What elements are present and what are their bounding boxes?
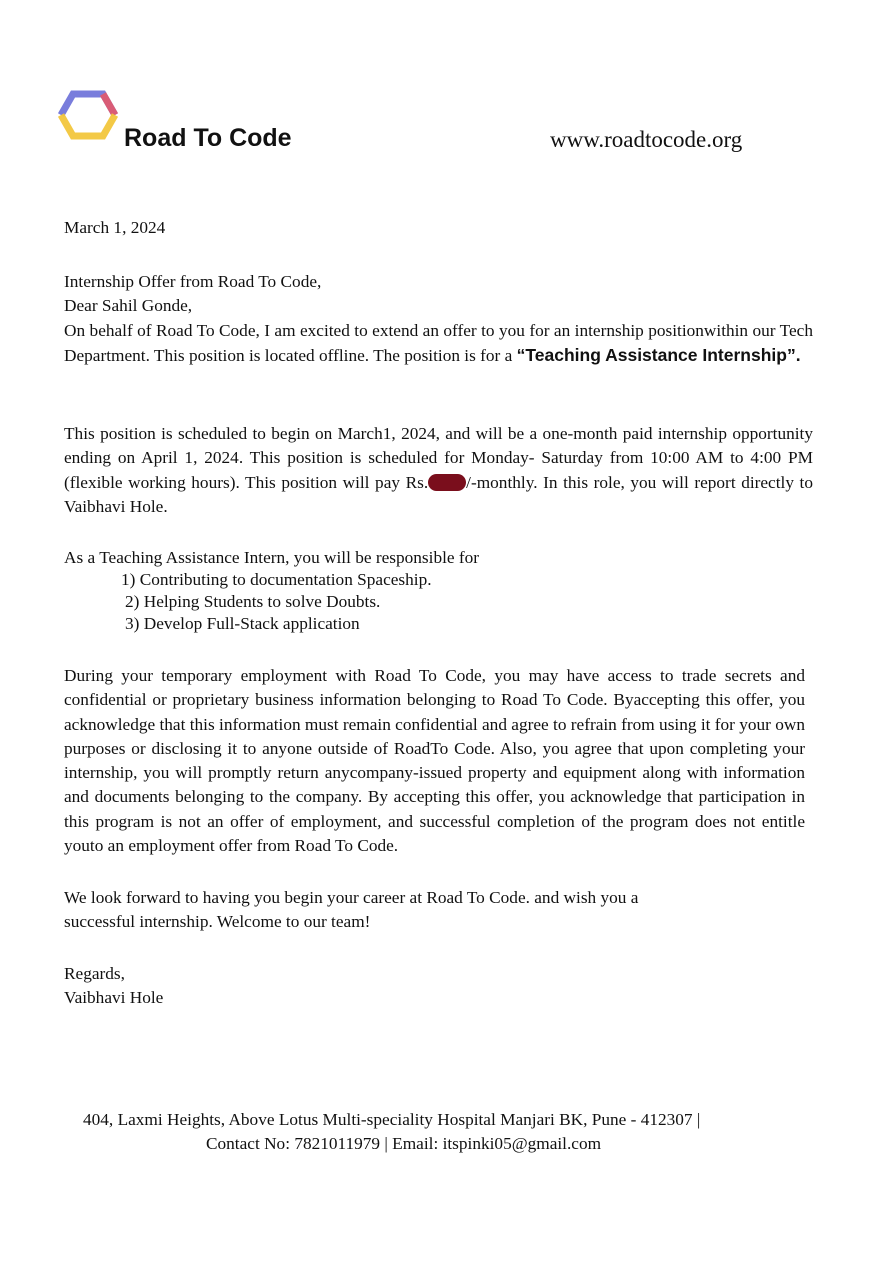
- footer-address: 404, Laxmi Heights, Above Lotus Multi-speciality Hospital Manjari BK, Pune - 412307 |: [83, 1110, 701, 1129]
- signoff: [64, 962, 813, 1011]
- brand-name: Road To Code: [124, 124, 292, 152]
- responsibilities-intro: As a Teaching Assistance Intern, you will be responsible for: [64, 548, 480, 567]
- schedule-text-start: This position is scheduled to begin on March1, 2024, and will be a one-month paid internship opportunity ending on April 1, 2024. This position is scheduled for Monday- Saturday from 10:00 AM to 4:00 PM (flexible working hours). This position will pay Rs.: [64, 424, 813, 492]
- signatory-name: Vaibhavi Hole: [64, 988, 164, 1008]
- redacted-amount: [428, 474, 466, 491]
- list-item: 3) Develop Full-Stack application: [125, 614, 360, 633]
- footer: [0, 1108, 879, 1156]
- list-item: 2) Helping Students to solve Doubts.: [125, 592, 381, 611]
- footer-contact: Contact No: 7821011979 | Email: itspinki05@gmail.com: [206, 1134, 602, 1153]
- letter-date: March 1, 2024: [64, 218, 166, 237]
- letter-subject: Internship Offer from Road To Code,: [64, 272, 322, 291]
- closing-paragraph: [64, 886, 813, 935]
- schedule-text-end: /-monthly. In this role, you will report directly to Vaibhavi Hole.: [64, 472, 813, 516]
- confidentiality-paragraph: During your temporary employment with Road To Code, you may have access to trade secrets and confidential or proprietary business information belonging to Road To Code. Byaccepting this offer, you acknowledge that this information must remain confidential and agree to refrain from using it for your own purposes or disclosing it to anyone outside of RoadTo Code. Also, you agree that upon completing your internship, you will promptly return anycompany-issued property and equipment along with information and documents belonging to the company. By accepting this offer, you acknowledge that participation in this program is not an offer of employment, and successful completion of the program does not entitle youto an employment offer from Road To Code.: [64, 666, 805, 856]
- responsibilities-list: [64, 569, 813, 635]
- letter-salutation: Dear Sahil Gonde,: [64, 296, 193, 316]
- list-item: 1) Contributing to documentation Spaceship.: [121, 570, 432, 589]
- responsibilities-section: [64, 547, 813, 635]
- intro-text: On behalf of Road To Code, I am excited to extend an offer to you for an internship positionwithin our Tech Department. This position is located offline. The position is for a: [64, 320, 813, 365]
- closing-line: successful internship. Welcome to our team!: [64, 912, 371, 932]
- website-url: www.roadtocode.org: [550, 127, 743, 152]
- schedule-paragraph: [64, 422, 813, 519]
- regards-text: Regards,: [64, 964, 125, 983]
- role-title: “Teaching Assistance Internship”.: [516, 344, 801, 365]
- hexagon-logo-icon: [54, 88, 122, 150]
- intro-paragraph: [64, 319, 813, 369]
- letter-opening: [64, 270, 813, 368]
- closing-line: We look forward to having you begin your career at Road To Code. and wish you a: [64, 888, 639, 907]
